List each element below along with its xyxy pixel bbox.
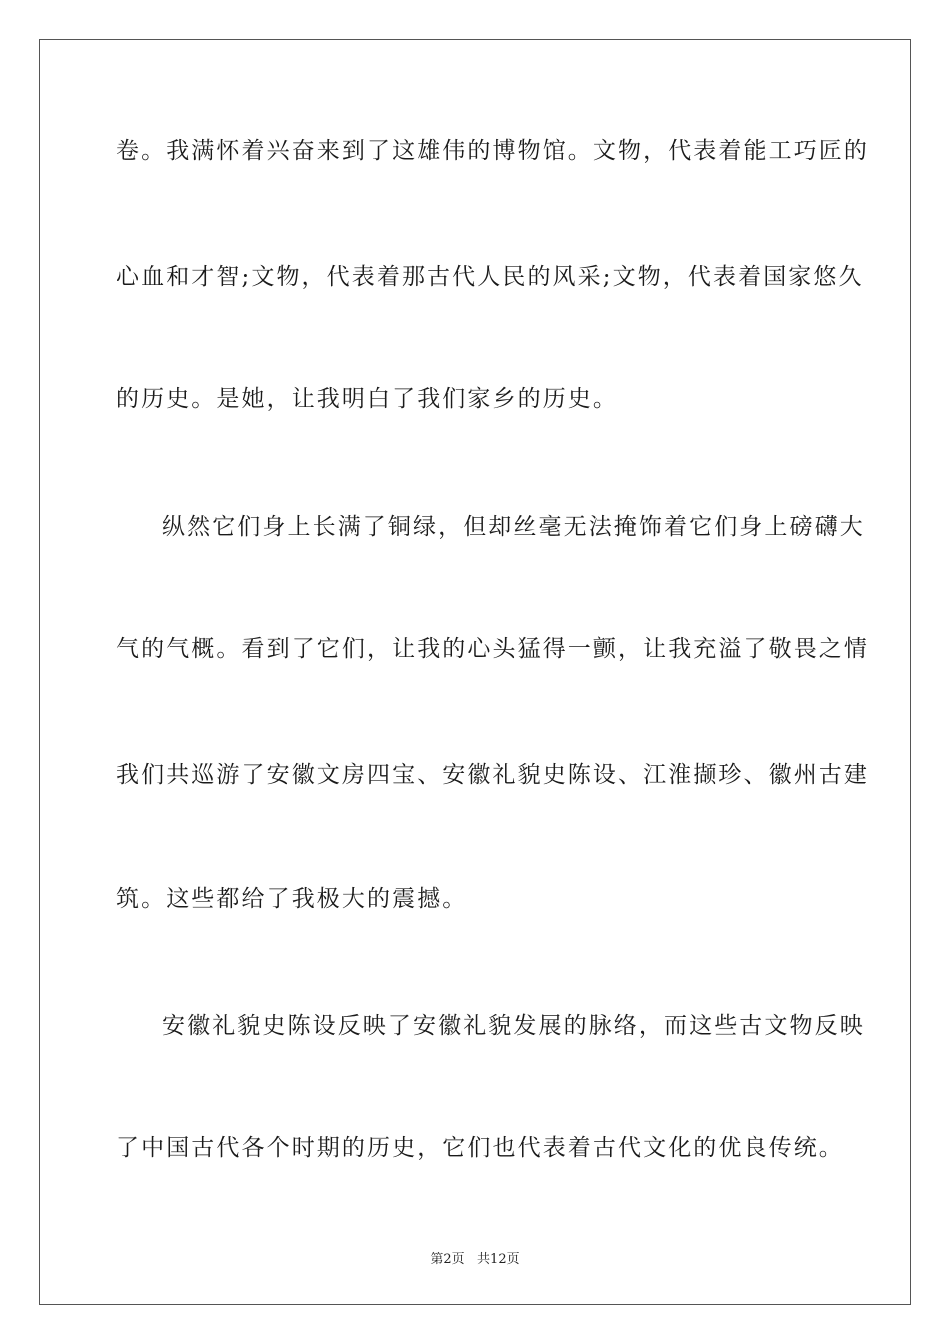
text-line-2: 心血和才智;文物，代表着那古代人民的风采;文物，代表着国家悠久 bbox=[116, 264, 864, 290]
text-line-6: 我们共巡游了安徽文房四宝、安徽礼貌史陈设、江淮撷珍、徽州古建 bbox=[116, 762, 869, 788]
page-number-footer: 第2页 共12页 bbox=[430, 1252, 520, 1267]
text-line-3: 的历史。是她，让我明白了我们家乡的历史。 bbox=[116, 386, 618, 412]
page-border bbox=[39, 39, 911, 1305]
paragraph-2-line-2: 气的气概。看到了它们，让我的心头猛得一颤，让我充溢了敬畏之情 bbox=[116, 636, 869, 662]
text-line-7: 筑。这些都给了我极大的震撼。 bbox=[116, 886, 468, 912]
paragraph-3-line-1: 安徽礼貌史陈设反映了安徽礼貌发展的脉络，而这些古文物反映 bbox=[162, 1013, 865, 1039]
paragraph-3-line-2: 了中国古代各个时期的历史，它们也代表着古代文化的优良传统。 bbox=[116, 1135, 844, 1161]
text-line-1: 卷。我满怀着兴奋来到了这雄伟的博物馆。文物，代表着能工巧匠的 bbox=[116, 138, 869, 164]
paragraph-2-line-1: 纵然它们身上长满了铜绿，但却丝毫无法掩饰着它们身上磅礴大 bbox=[162, 514, 865, 540]
